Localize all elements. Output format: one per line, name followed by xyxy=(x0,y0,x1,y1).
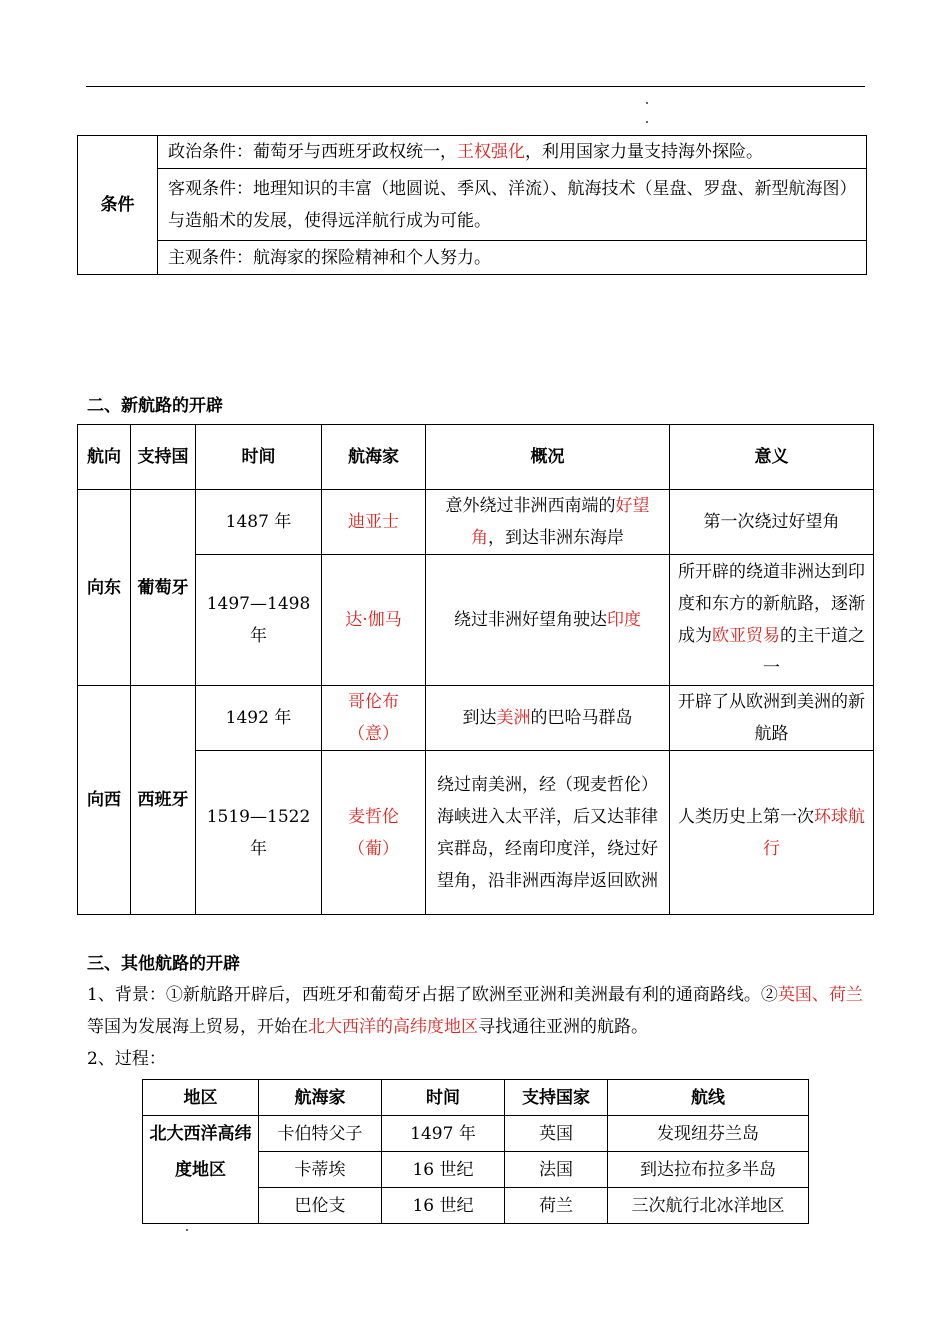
subjective-condition: 主观条件：航海家的探险精神和个人努力。 xyxy=(158,241,867,275)
section2-title: 二、新航路的开辟 xyxy=(87,396,223,416)
process-label: 2、过程： xyxy=(87,1049,166,1069)
country-cell: 荷兰 xyxy=(505,1188,608,1224)
political-condition: 政治条件：葡萄牙与西班牙政权统一，王权强化，利用国家力量支持海外探险。 xyxy=(158,136,867,169)
time-cell: 1497—1498 年 xyxy=(196,555,322,686)
header-rule xyxy=(86,86,865,87)
header-direction: 航向 xyxy=(78,425,131,490)
conditions-label: 条件 xyxy=(78,136,158,275)
other-routes-table xyxy=(142,1079,809,1224)
conditions-table xyxy=(77,135,867,275)
header-navigator: 航海家 xyxy=(259,1080,382,1116)
navigator-cell: 卡蒂埃 xyxy=(259,1152,382,1188)
navigator-cell: 巴伦支 xyxy=(259,1188,382,1224)
header-route: 航线 xyxy=(608,1080,809,1116)
overview-cell: 到达美洲的巴哈马群岛 xyxy=(426,686,670,751)
header-region: 地区 xyxy=(143,1080,259,1116)
section3-title: 三、其他航路的开辟 xyxy=(87,954,240,974)
header-time: 时间 xyxy=(196,425,322,490)
meaning-cell: 人类历史上第一次环球航行 xyxy=(670,751,874,915)
direction-west: 向西 xyxy=(78,686,131,915)
header-country: 支持国 xyxy=(131,425,196,490)
decorative-dot xyxy=(186,1229,188,1231)
navigator-cell: 卡伯特父子 xyxy=(259,1116,382,1152)
meaning-cell: 第一次绕过好望角 xyxy=(670,490,874,555)
overview-cell: 意外绕过非洲西南端的好望角，到达非洲东海岸 xyxy=(426,490,670,555)
route-cell: 三次航行北冰洋地区 xyxy=(608,1188,809,1224)
time-cell: 1519—1522 年 xyxy=(196,751,322,915)
time-cell: 1497 年 xyxy=(382,1116,505,1152)
overview-cell: 绕过非洲好望角驶达印度 xyxy=(426,555,670,686)
header-navigator: 航海家 xyxy=(322,425,426,490)
region-cell: 北大西洋高纬度地区 xyxy=(143,1116,259,1224)
overview-cell: 绕过南美洲，经（现麦哲伦）海峡进入太平洋，后又达菲律宾群岛，经南印度洋，绕过好望角，沿非洲西海岸返回欧洲 xyxy=(426,751,670,915)
background-paragraph: 1、背景：①新航路开辟后，西班牙和葡萄牙占据了欧洲至亚洲和美洲最有利的通商路线。②英国、荷兰等国为发展海上贸易，开始在北大西洋的高纬度地区寻找通往亚洲的航路。 xyxy=(87,985,863,1037)
header-country: 支持国家 xyxy=(505,1080,608,1116)
time-cell: 1487 年 xyxy=(196,490,322,555)
country-cell: 英国 xyxy=(505,1116,608,1152)
objective-condition: 客观条件：地理知识的丰富（地圆说、季风、洋流）、航海技术（星盘、罗盘、新型航海图）与造船术的发展，使得远洋航行成为可能。 xyxy=(158,169,867,241)
country-spain: 西班牙 xyxy=(131,686,196,915)
decorative-dot xyxy=(646,121,648,123)
navigator-cell: 迪亚士 xyxy=(322,490,426,555)
decorative-dot xyxy=(646,102,648,104)
navigator-cell: 哥伦布（意） xyxy=(322,686,426,751)
meaning-cell: 开辟了从欧洲到美洲的新航路 xyxy=(670,686,874,751)
meaning-cell: 所开辟的绕道非洲达到印度和东方的新航路，逐渐成为欧亚贸易的主干道之一 xyxy=(670,555,874,686)
header-meaning: 意义 xyxy=(670,425,874,490)
navigator-cell: 达·伽马 xyxy=(322,555,426,686)
header-overview: 概况 xyxy=(426,425,670,490)
country-cell: 法国 xyxy=(505,1152,608,1188)
new-routes-table xyxy=(77,424,874,915)
navigator-cell: 麦哲伦（葡） xyxy=(322,751,426,915)
route-cell: 到达拉布拉多半岛 xyxy=(608,1152,809,1188)
time-cell: 16 世纪 xyxy=(382,1152,505,1188)
route-cell: 发现纽芬兰岛 xyxy=(608,1116,809,1152)
time-cell: 16 世纪 xyxy=(382,1188,505,1224)
country-portugal: 葡萄牙 xyxy=(131,490,196,686)
header-time: 时间 xyxy=(382,1080,505,1116)
time-cell: 1492 年 xyxy=(196,686,322,751)
direction-east: 向东 xyxy=(78,490,131,686)
